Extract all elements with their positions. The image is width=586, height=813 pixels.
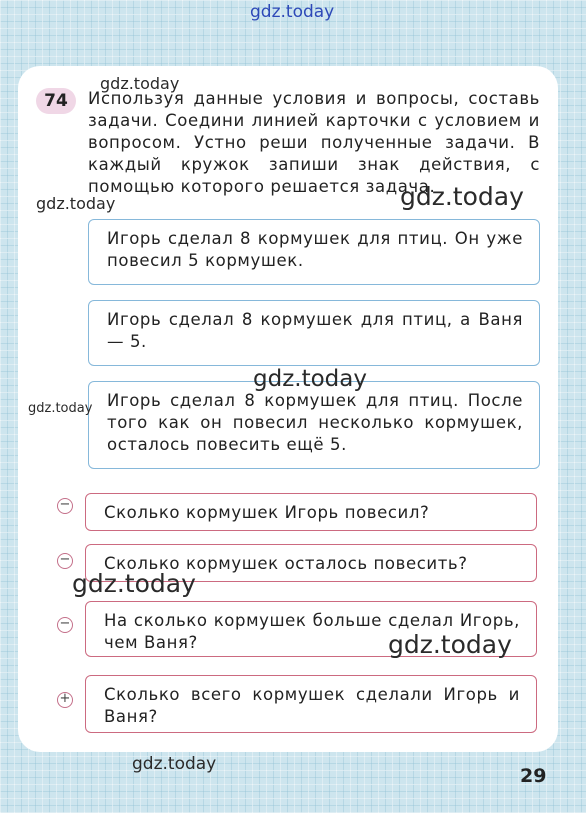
watermark: gdz.today bbox=[28, 401, 93, 416]
question-text: Сколько кормушек Игорь повесил? bbox=[104, 503, 430, 522]
condition-text: Игорь сделал 8 кормушек для птиц. После того как он повесил несколько кормушек, осталось повесить ещё 5. bbox=[107, 391, 523, 454]
task-instruction: Используя данные условия и вопросы, составь задачи. Соедини линией карточки с условием и вопросом. Устно реши полученные задачи. В каждый кружок запиши знак действия, с помощью которого решается задача. bbox=[88, 89, 540, 196]
condition-card-2[interactable] bbox=[88, 300, 540, 366]
watermark: gdz.today bbox=[400, 182, 524, 211]
question-card-4[interactable] bbox=[85, 675, 537, 733]
watermark: gdz.today bbox=[253, 366, 367, 392]
task-number-badge: 74 bbox=[36, 88, 76, 114]
watermark: gdz.today bbox=[72, 569, 196, 598]
sign-circle-1[interactable]: − bbox=[57, 498, 73, 514]
question-text: На сколько кормушек больше сделал Игорь, чем Ваня? bbox=[104, 611, 520, 652]
watermark: gdz.today bbox=[388, 630, 512, 659]
sign-circle-2[interactable]: − bbox=[57, 553, 73, 569]
watermark-top: gdz.today bbox=[250, 2, 335, 22]
condition-card-3[interactable] bbox=[88, 381, 540, 469]
condition-text: Игорь сделал 8 кормушек для птиц. Он уже повесил 5 кормушек. bbox=[107, 229, 523, 270]
question-text: Сколько кормушек осталось повесить? bbox=[104, 554, 468, 573]
sign-circle-4[interactable]: + bbox=[57, 692, 73, 708]
page-number: 29 bbox=[520, 765, 547, 787]
condition-text: Игорь сделал 8 кормушек для птиц, а Ваня — 5. bbox=[107, 310, 523, 351]
watermark: gdz.today bbox=[132, 754, 217, 774]
watermark: gdz.today bbox=[36, 194, 116, 213]
sign-circle-3[interactable]: − bbox=[57, 617, 73, 633]
condition-card-1[interactable] bbox=[88, 219, 540, 285]
question-text: Сколько всего кормушек сделали Игорь и Ваня? bbox=[104, 685, 520, 726]
watermark: gdz.today bbox=[100, 74, 180, 93]
question-card-1[interactable] bbox=[85, 493, 537, 531]
